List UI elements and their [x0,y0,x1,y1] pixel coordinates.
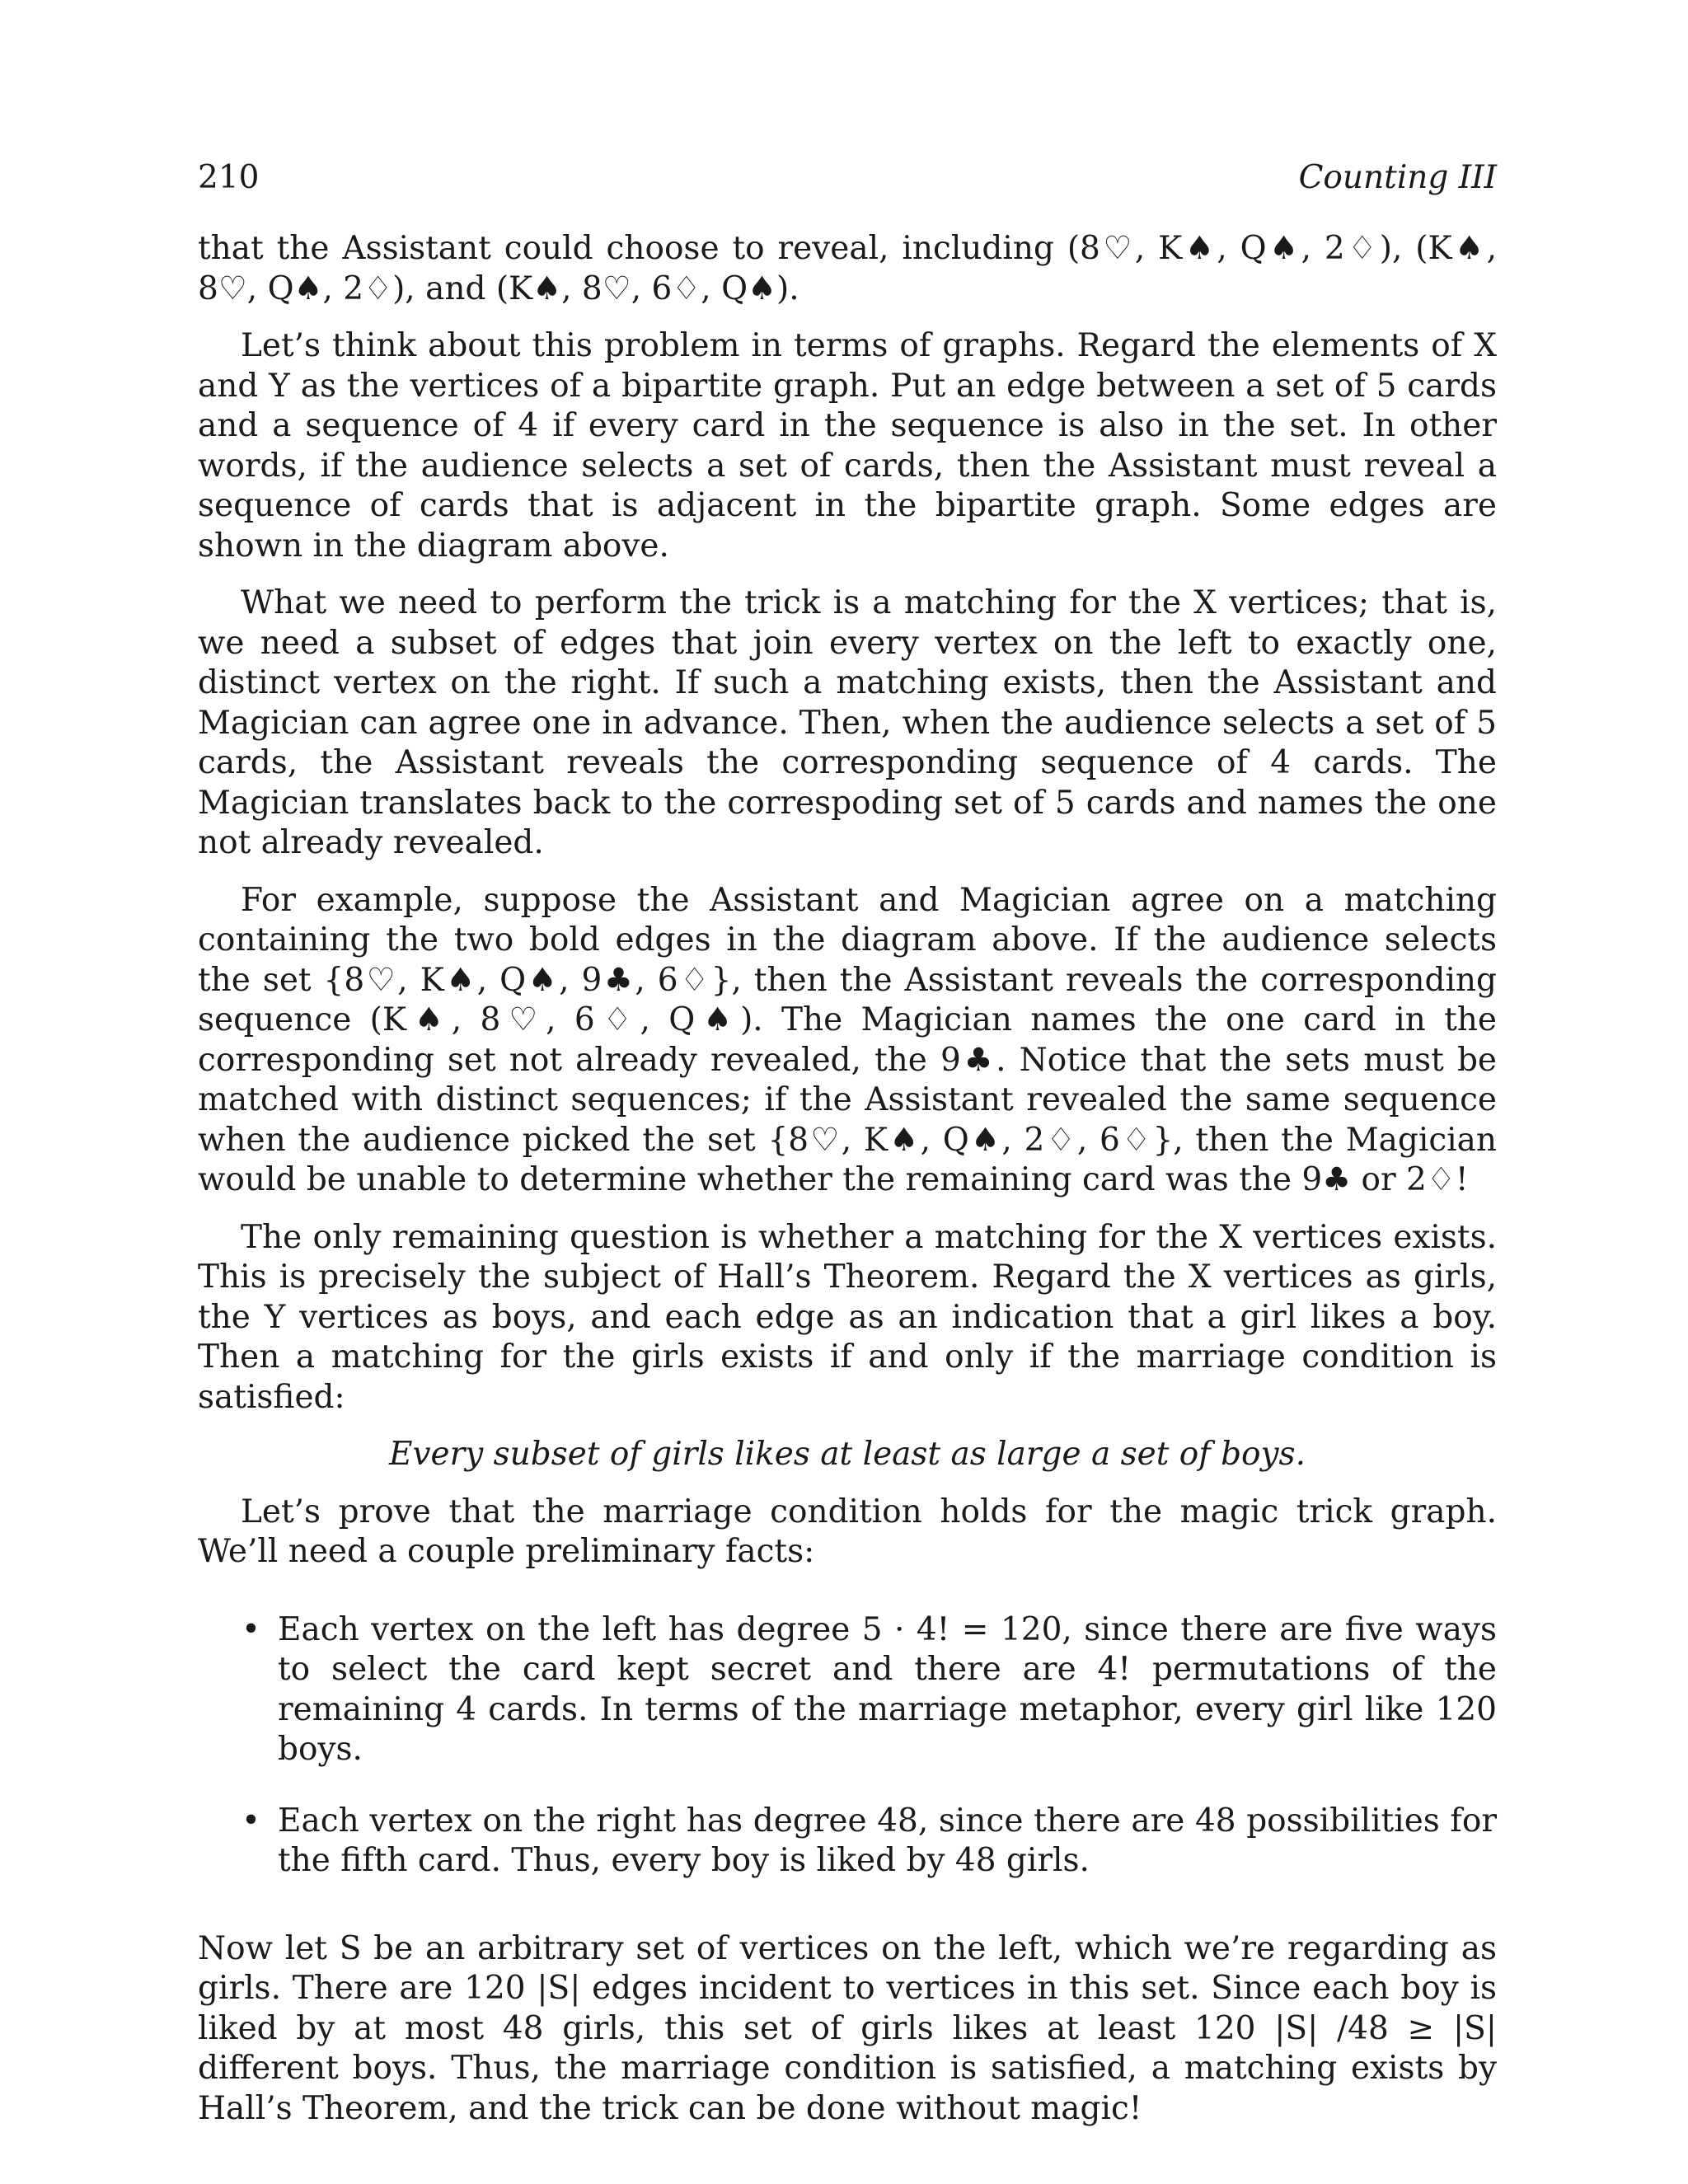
marriage-condition-statement: Every subset of girls likes at least as large a set of boys. [389,1436,1306,1473]
paragraph-example: For example, suppose the Assistant and Magician agree on a matching containing the two bold edges in the diagram above. If the audience selects the set {8♡, K♠, Q♠, 9♣, 6♢}, then the Assistant reveals the corresponding sequence (K♠, 8♡, 6♢, Q♠). The Magician names the one card in the corresponding set not already revealed, the 9♣. Notice that the sets must be matched with distinct sequences; if the Assistant revealed the same sequence when the audience picked the set {8♡, K♠, Q♠, 2♢, 6♢}, then the Magician would be unable to determine whether the remaining card was the 9♣ or 2♢! [198,881,1497,1198]
paragraph-halls-theorem: The only remaining question is whether a matching for the X vertices exists. This is precisely the subject of Hall’s Theorem. Regard the X vertices as girls, the Y vertices as boys, and each edge as an indication that a girl likes a boy. Then a matching for the girls exists if and only if the marriage condition is satisfied: [198,1218,1497,1416]
bullet-icon: • [241,1610,261,1648]
bullet-icon: • [241,1802,261,1840]
paragraph-preliminary: Let’s prove that the marriage condition holds for the magic trick graph. We’ll need a couple preliminary facts: [198,1493,1497,1570]
page-number: 210 [198,159,260,196]
list-item-text: Each vertex on the left has degree 5 · 4! = 120, since there are five ways to select the card kept secret and there are 4! permutations of the remaining 4 cards. In terms of the marriage metaphor, every girl like 120 boys. [278,1610,1497,1768]
paragraph-conclusion: Now let S be an arbitrary set of vertices on the left, which we’re regarding as girls. There are 120 |S| edges incident to vertices in this set. Since each boy is liked by at most 48 girls, this set of girls likes at least 120 |S| /48 ≥ |S| different boys. Thus, the marriage condition is satisfied, a matching exists by Hall’s Theorem, and the trick can be done without magic! [198,1929,1497,2127]
paragraph-graphs: Let’s think about this problem in terms of graphs. Regard the elements of X and Y as the vertices of a bipartite graph. Put an edge between a set of 5 cards and a sequence of 4 if every card in the sequence is also in the set. In other words, if the audience selects a set of cards, then the Assistant must reveal a sequence of cards that is adjacent in the bipartite graph. Some edges are shown in the diagram above. [198,327,1497,565]
list-item-text: Each vertex on the right has degree 48, since there are 48 possibilities for the fifth card. Thus, every boy is liked by 48 girls. [278,1802,1497,1879]
facts-list [198,1610,1497,1882]
body-text [198,229,1497,2146]
list-item [241,1610,1497,1770]
paragraph-matching: What we need to perform the trick is a matching for the X vertices; that is, we need a subset of edges that join every vertex on the left to exactly one, distinct vertex on the right. If such a matching exists, then the Assistant and Magician can agree one in advance. Then, when the audience selects a set of 5 cards, the Assistant reveals the corresponding sequence of 4 cards. The Magician translates back to the correspoding set of 5 cards and names the one not already revealed. [198,584,1497,861]
list-item [241,1802,1497,1882]
running-head: Counting III [1298,159,1497,196]
paragraph-continued: that the Assistant could choose to reveal, including (8♡, K♠, Q♠, 2♢), (K♠, 8♡, Q♠, 2♢), and (K♠, 8♡, 6♢, Q♠). [198,230,1497,307]
